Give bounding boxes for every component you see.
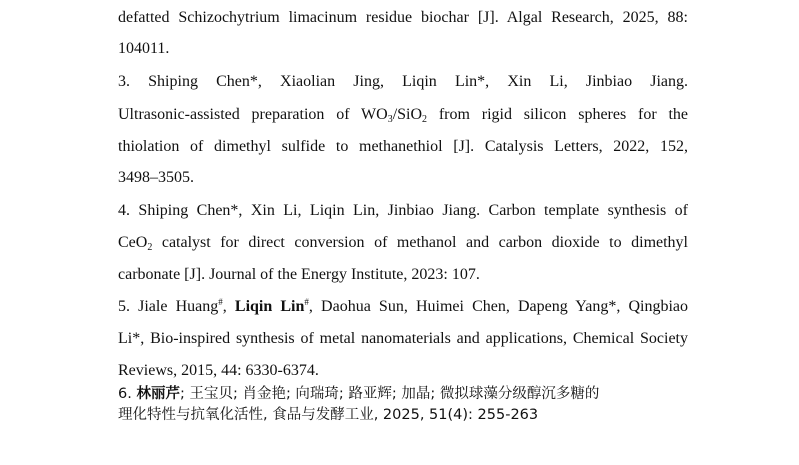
- reference-6-text-b: ; 王宝贝; 肖金艳; 向瑞琦; 路亚辉; 加晶; 微拟球藻分级醇沉多糖的: [179, 386, 600, 402]
- reference-5-line-1: [118, 297, 688, 319]
- reference-5-sup-1: #: [218, 297, 223, 307]
- reference-3-text-b: /SiO: [392, 106, 423, 123]
- reference-5-bold-author: Liqin Lin: [234, 298, 305, 315]
- reference-5-text-a: 5. Jiale Huang: [118, 298, 219, 315]
- reference-4-line-2: [118, 233, 688, 255]
- reference-4-line-1: 4. Shiping Chen*, Xin Li, Liqin Lin, Jinbiao Jiang. Carbon template synthesis of: [118, 202, 688, 219]
- reference-4-text-b: catalyst for direct conversion of methanol and carbon dioxide to dimethyl: [152, 234, 688, 251]
- reference-2-line-2: 104011.: [118, 40, 170, 57]
- reference-6-line-1: [118, 384, 688, 406]
- reference-5-line-2: Li*, Bio-inspired synthesis of metal nanomaterials and applications, Chemical Society: [118, 330, 688, 347]
- reference-6-text-a: 6.: [118, 386, 137, 402]
- reference-3-line-4: 3498–3505.: [118, 169, 194, 186]
- reference-5-text-b: ,: [222, 298, 235, 315]
- reference-5-line-3: Reviews, 2015, 44: 6330-6374.: [118, 362, 319, 379]
- reference-6-line-2: 理化特性与抗氧化活性, 食品与发酵工业, 2025, 51(4): 255-263: [118, 407, 539, 423]
- reference-3-text-c: from rigid silicon spheres for the: [427, 106, 688, 123]
- reference-2-line-1: defatted Schizochytrium limacinum residue biochar [J]. Algal Research, 2025, 88:: [118, 9, 688, 26]
- reference-4-line-3: carbonate [J]. Journal of the Energy Institute, 2023: 107.: [118, 266, 480, 283]
- reference-3-sub-2: 2: [422, 114, 428, 125]
- reference-3-line-1: 3. Shiping Chen*, Xiaolian Jing, Liqin Lin*, Xin Li, Jinbiao Jiang.: [118, 73, 688, 90]
- reference-3-line-3: thiolation of dimethyl sulfide to methanethiol [J]. Catalysis Letters, 2022, 152,: [118, 138, 688, 155]
- reference-6-bold-author: 林丽芹: [136, 386, 180, 402]
- reference-4-text-a: CeO: [118, 234, 148, 251]
- reference-3-text-a: Ultrasonic-assisted preparation of WO: [118, 106, 388, 123]
- reference-5-text-c: , Daohua Sun, Huimei Chen, Dapeng Yang*, Qingbiao: [308, 298, 688, 315]
- reference-3-line-2: [118, 105, 688, 127]
- reference-4-sub: 2: [147, 242, 153, 253]
- reference-5-sup-2: #: [304, 297, 309, 307]
- reference-3-sub-1: 3: [387, 114, 393, 125]
